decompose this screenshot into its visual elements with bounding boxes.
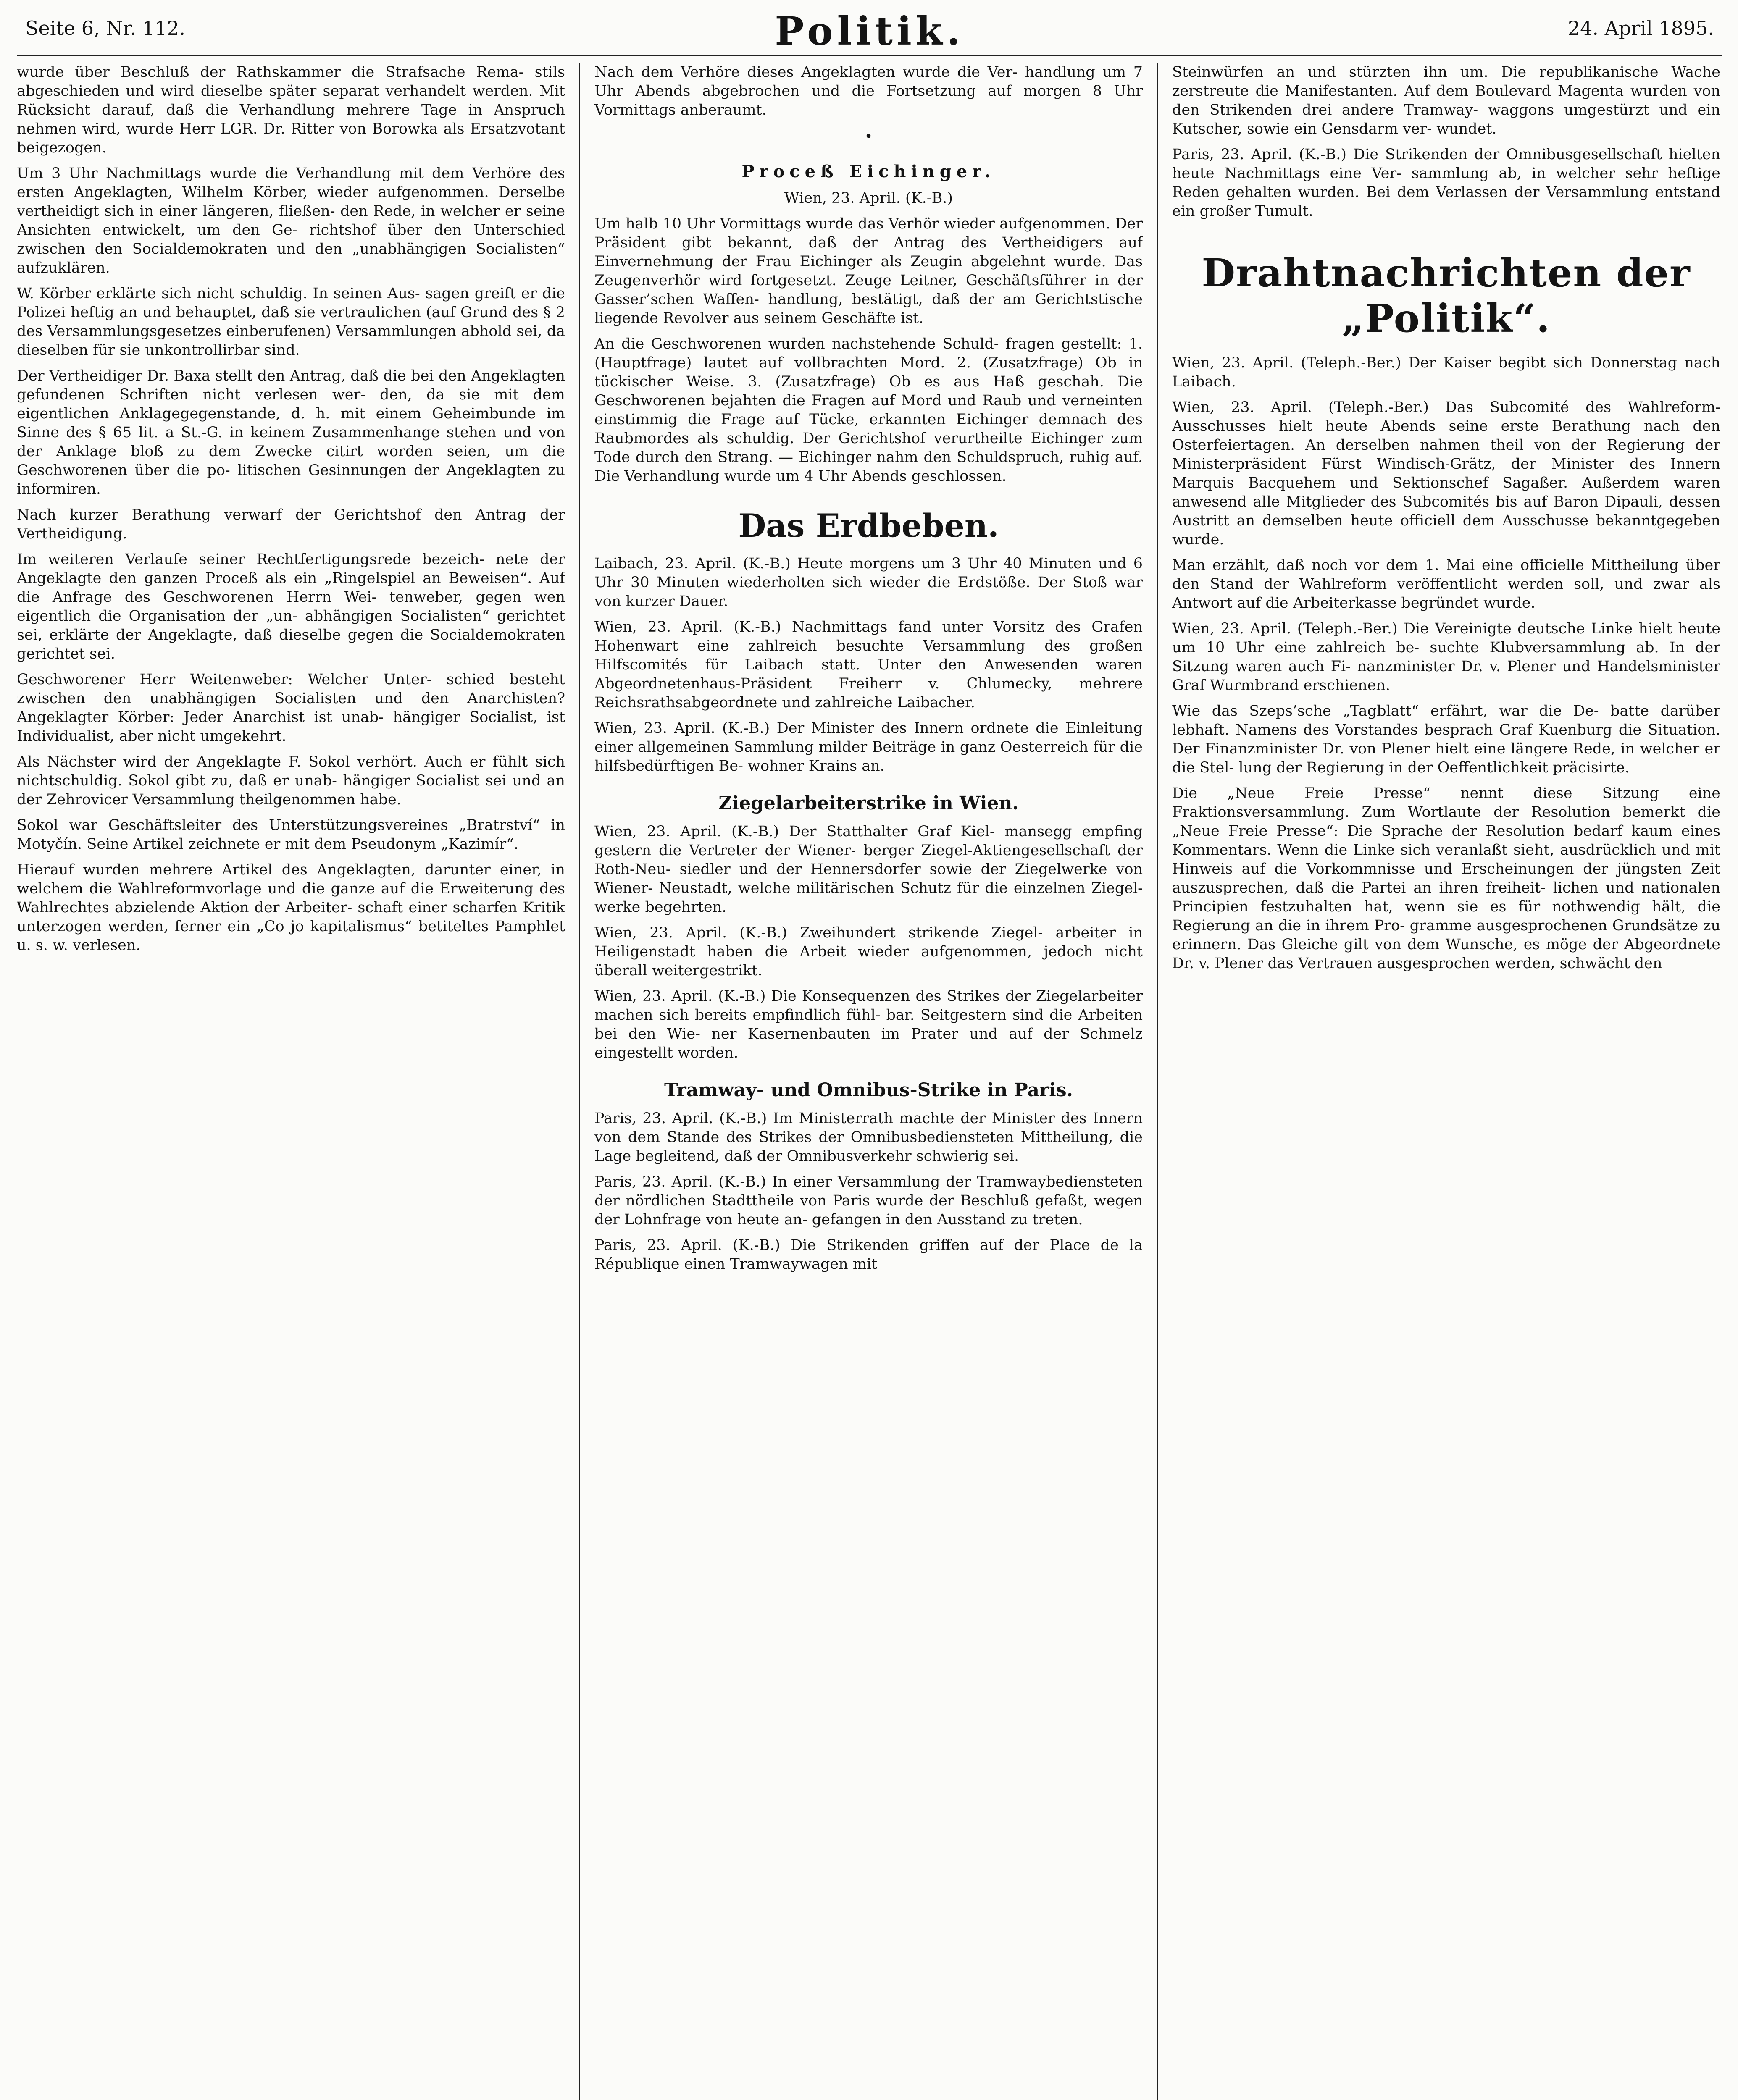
column-rule — [1157, 63, 1158, 2100]
article-paragraph: Paris, 23. April. (K.-B.) Die Strikenden der Omnibusgesellschaft hielten heute Nachmittags eine Ver- sammlung ab, in welcher sehr heftige Reden gehalten wurden. Bei dem Verlassen der Versammlung entstand ein großer Tumult. — [1172, 146, 1720, 220]
article-paragraph: Nach dem Verhöre dieses Angeklagten wurde die Ver- handlung um 7 Uhr Abends abgebrochen und die Fortsetzung auf morgen 8 Uhr Vormittags anberaumt. — [594, 64, 1143, 118]
masthead-title: Politik. — [775, 8, 965, 54]
article-paragraph: Der Vertheidiger Dr. Baxa stellt den Antrag, daß die bei den Angeklagten gefundenen Schriften nicht verlesen wer- den, da sie mit dem eigentlichen Anklagegegenstande, d. h. mit einem Geheimbunde im Sinne des § 65 lit. a St.-G. in keinem Zusammenhange stehen und von der Anklage bloß zu dem Zwecke citirt worden seien, um die Geschworenen über die po- litischen Gesinnungen der Angeklagten zu informiren. — [17, 368, 565, 498]
page-number: Seite 6, Nr. 112. — [25, 17, 186, 39]
article-paragraph: Die „Neue Freie Presse“ nennt diese Sitzung eine Fraktionsversammlung. Zum Wortlaute der Resolution bemerkt die „Neue Freie Presse“: Die Sprache der Resolution bedarf kaum eines Kommentars. Wenn die Linke sich veranlaßt sieht, ausdrücklich und mit Hinweis auf die Vorkommnisse und Erscheinungen der jüngsten Zeit auszusprechen, daß die Partei an ihren freiheit- lichen und nationalen Principien festzuhalten hat, wenn sie es für nothwendig hält, die Regierung an die in ihrem Pro- gramme ausgesprochenen Grundsätze zu erinnern. Das Gleiche gilt von dem Wunsche, es möge der Abgeordnete Dr. v. Plener das Vertrauen ausgesprochen werden, schwächt den — [1172, 785, 1720, 972]
article-paragraph: Steinwürfen an und stürzten ihn um. Die republikanische Wache zerstreute die Manifestanten. Auf dem Boulevard Magenta wurden von den Strikenden drei andere Tramway- waggons umgestürzt und ein Kutscher, sowie ein Gensdarm ver- wundet. — [1172, 64, 1720, 137]
section-separator: • — [864, 128, 873, 145]
article-paragraph: Wien, 23. April. (K.-B.) Der Minister des Innern ordnete die Einleitung einer allgemeinen Sammlung milder Beiträge in ganz Oesterreich für die hilfsbedürftigen Be- wohner Krains an. — [594, 720, 1143, 774]
article-paragraph: Geschworener Herr Weitenweber: Welcher Unter- schied besteht zwischen den unabhängigen Socialisten und den Anarchisten? Angeklagter Körber: Jeder Anarchist ist unab- hängiger Socialist, ist Individualist, aber nicht umgekehrt. — [17, 671, 565, 745]
article-paragraph: W. Körber erklärte sich nicht schuldig. In seinen Aus- sagen greift er die Polizei heftig an und behauptet, daß sie vertraulichen (auf Grund des § 2 des Versammlungsgesetzes einberufenen) Versammlungen abhold sei, da dieselben für sie unkontrollirbar sind. — [17, 285, 565, 359]
section-heading: Tramway- und Omnibus-Strike in Paris. — [664, 1079, 1073, 1101]
article-paragraph: Wien, 23. April. (K.-B.) Die Konsequenzen des Strikes der Ziegelarbeiter machen sich bereits empfindlich fühl- bar. Seitgestern sind die Arbeiten bei den Wie- ner Kasernenbauten im Prater und auf der Schmelz eingestellt worden. — [594, 988, 1143, 1061]
article-paragraph: Um 3 Uhr Nachmittags wurde die Verhandlung mit dem Verhöre des ersten Angeklagten, Wilhelm Körber, wieder aufgenommen. Derselbe vertheidigt sich in einer längeren, fließen- den Rede, in welcher er seine Ansichten entwickelt, um den Ge- richtshof über den Unterschied zwischen den Socialdemokraten und den „unabhängigen Socialisten“ aufzuklären. — [17, 165, 565, 276]
section-heading: Ziegelarbeiterstrike in Wien. — [718, 793, 1019, 814]
article-paragraph: Man erzählt, daß noch vor dem 1. Mai eine officielle Mittheilung über den Stand der Wahlreform veröffentlicht werden soll, und zwar als Antwort auf die Arbeiterkasse begründet wurde. — [1172, 557, 1720, 612]
article-paragraph: Wien, 23. April. (K.-B.) Zweihundert strikende Ziegel- arbeiter in Heiligenstadt haben die Arbeit wieder aufgenommen, jedoch nicht überall weitergestrikt. — [594, 924, 1143, 979]
article-paragraph: Wien, 23. April. (K.-B.) Nachmittags fand unter Vorsitz des Grafen Hohenwart eine zahlreich besuchte Versammlung des großen Hilfscomités für Laibach statt. Unter den Anwesenden waren Abgeordnetenhaus-Präsident Freiherr v. Chlumecky, mehrere Reichsrathsabgeordnete und zahlreiche Laibacher. — [594, 619, 1143, 711]
article-paragraph: Wien, 23. April. (Teleph.-Ber.) Die Vereinigte deutsche Linke hielt heute um 10 Uhr eine zahlreich be- suchte Klubversammlung ab. In der Sitzung waren auch Fi- nanzminister Dr. v. Plener und Handelsminister Graf Wurmbrand erschienen. — [1172, 620, 1720, 694]
column-right — [1172, 63, 1720, 2100]
article-paragraph: Paris, 23. April. (K.-B.) In einer Versammlung der Tramwaybediensteten der nördlichen Stadttheile von Paris wurde der Beschluß gefaßt, wegen der Lohnfrage von heute an- gefangen in den Ausstand zu treten. — [594, 1173, 1143, 1228]
column-middle — [594, 63, 1143, 2100]
article-paragraph: Wien, 23. April. (Teleph.-Ber.) Der Kaiser begibt sich Donnerstag nach Laibach. — [1172, 354, 1720, 390]
article-paragraph: Als Nächster wird der Angeklagte F. Sokol verhört. Auch er fühlt sich nichtschuldig. Sokol gibt zu, daß er unab- hängiger Socialist sei und an der Zehrovicer Versammlung theilgenommen habe. — [17, 753, 565, 808]
section-heading: Drahtnachrichten der „Politik“. — [1202, 250, 1691, 341]
article-paragraph: Wien, 23. April. (K.-B.) Der Statthalter Graf Kiel- mansegg empfing gestern die Vertreter der Wiener- berger Ziegel-Aktiengesellschaft der Roth-Neu- siedler und der Hennersdorfer sowie der Ziegelwerke von Wiener- Neustadt, welche militärischen Schutz für die einzelnen Ziegel- werke begehrten. — [594, 823, 1143, 916]
page-header — [17, 8, 1722, 56]
section-heading: Das Erdbeben. — [738, 507, 999, 544]
article-paragraph: Im weiteren Verlaufe seiner Rechtfertigungsrede bezeich- nete der Angeklagte den ganzen Proceß als ein „Ringelspiel an Beweisen“. Auf die Anfrage des Geschworenen Herrn Wei- tenweber, gegen wen eigentlich die Organisation der „un- abhängigen Socialisten“ gerichtet sei, erklärte der Angeklagte, daß dieselbe gegen die Socialdemokraten gerichtet sei. — [17, 551, 565, 662]
article-paragraph: Sokol war Geschäftsleiter des Unterstützungsvereines „Bratrství“ in Motyčín. Seine Artikel zeichnete er mit dem Pseudonym „Kazimír“. — [17, 817, 565, 853]
article-paragraph: wurde über Beschluß der Rathskammer die Strafsache Rema- stils abgeschieden und wird dieselbe später separat verhandelt werden. Mit Rücksicht darauf, daß die Verhandlung mehrere Tage in Anspruch nehmen wird, wurde Herr LGR. Dr. Ritter von Borowka als Ersatzvotant beigezogen. — [17, 64, 565, 156]
article-paragraph: Wie das Szeps’sche „Tagblatt“ erfährt, war die De- batte darüber lebhaft. Namens des Vorstandes besprach Graf Kuenburg die Situation. Der Finanzminister Dr. von Plener hielt eine längere Rede, in welcher er die Stel- lung der Regierung in der Oeffentlichkeit präcisirte. — [1172, 703, 1720, 776]
article-paragraph: Laibach, 23. April. (K.-B.) Heute morgens um 3 Uhr 40 Minuten und 6 Uhr 30 Minuten wiederholten sich wieder die Erdstöße. Der Stoß war von kurzer Dauer. — [594, 555, 1143, 610]
article-paragraph: Paris, 23. April. (K.-B.) Im Ministerrath machte der Minister des Innern von dem Stande des Strikes der Omnibusbediensteten Mittheilung, die Lage begleitend, daß der Omnibusverkehr schwierig sei. — [594, 1110, 1143, 1165]
article-paragraph: Um halb 10 Uhr Vormittags wurde das Verhör wieder aufgenommen. Der Präsident gibt bekannt, daß der Antrag des Vertheidigers auf Einvernehmung der Frau Eichinger als Zeugin abgelehnt wurde. Das Zeugenverhör wird fortgesetzt. Zeuge Leitner, Geschäftsführer in der Gasser’schen Waffen- handlung, bestätigt, daß der am Gerichtstische liegende Revolver aus seinem Geschäfte ist. — [594, 215, 1143, 327]
column-rule — [579, 63, 580, 2100]
article-paragraph: Paris, 23. April. (K.-B.) Die Strikenden griffen auf der Place de la République einen Tramwaywagen mit — [594, 1237, 1143, 1273]
issue-date: 24. April 1895. — [1567, 17, 1714, 39]
article-paragraph: Hierauf wurden mehrere Artikel des Angeklagten, darunter einer, in welchem die Wahlreformvorlage und die ganze auf die Erweiterung des Wahlrechtes abzielende Aktion der Arbeiter- schaft einer scharfen Kritik unterzogen werden, ferner ein „Co jo kapitalismus“ betiteltes Pamphlet u. s. w. verlesen. — [17, 861, 565, 954]
article-paragraph: Nach kurzer Berathung verwarf der Gerichtshof den Antrag der Vertheidigung. — [17, 507, 565, 542]
column-left — [17, 63, 565, 2100]
article-paragraph: Wien, 23. April. (Teleph.-Ber.) Das Subcomité des Wahlreform-Ausschusses hielt heute Abends seine erste Berathung nach den Osterfeiertagen. An derselben nahmen theil von der Regierung der Ministerpräsident Fürst Windisch-Grätz, der Minister des Innern Marquis Bacquehem und Sektionschef Sagaßer. Außerdem waren anwesend alle Mitglieder des Subcomités bis auf Baron Dipauli, dessen Austritt an demselben heute officiell dem Ausschusse bekanntgegeben wurde. — [1172, 399, 1720, 548]
dateline: Wien, 23. April. (K.-B.) — [784, 190, 953, 207]
section-heading: Proceß Eichinger. — [741, 162, 996, 181]
article-paragraph: An die Geschworenen wurden nachstehende Schuld- fragen gestellt: 1. (Hauptfrage) lautet auf vollbrachten Mord. 2. (Zusatzfrage) Ob in tückischer Weise. 3. (Zusatzfrage) Ob es aus Haß geschah. Die Geschworenen bejahten die Fragen auf Mord und Raub und verneinten einstimmig die Frage auf Tücke, erkannten Eichinger demnach des Raubmordes als schuldig. Der Gerichtshof verurtheilte Eichinger zum Tode durch den Strang. — Eichinger nahm den Schuldspruch, ruhig auf. Die Verhandlung wurde um 4 Uhr Abends geschlossen. — [594, 336, 1143, 485]
